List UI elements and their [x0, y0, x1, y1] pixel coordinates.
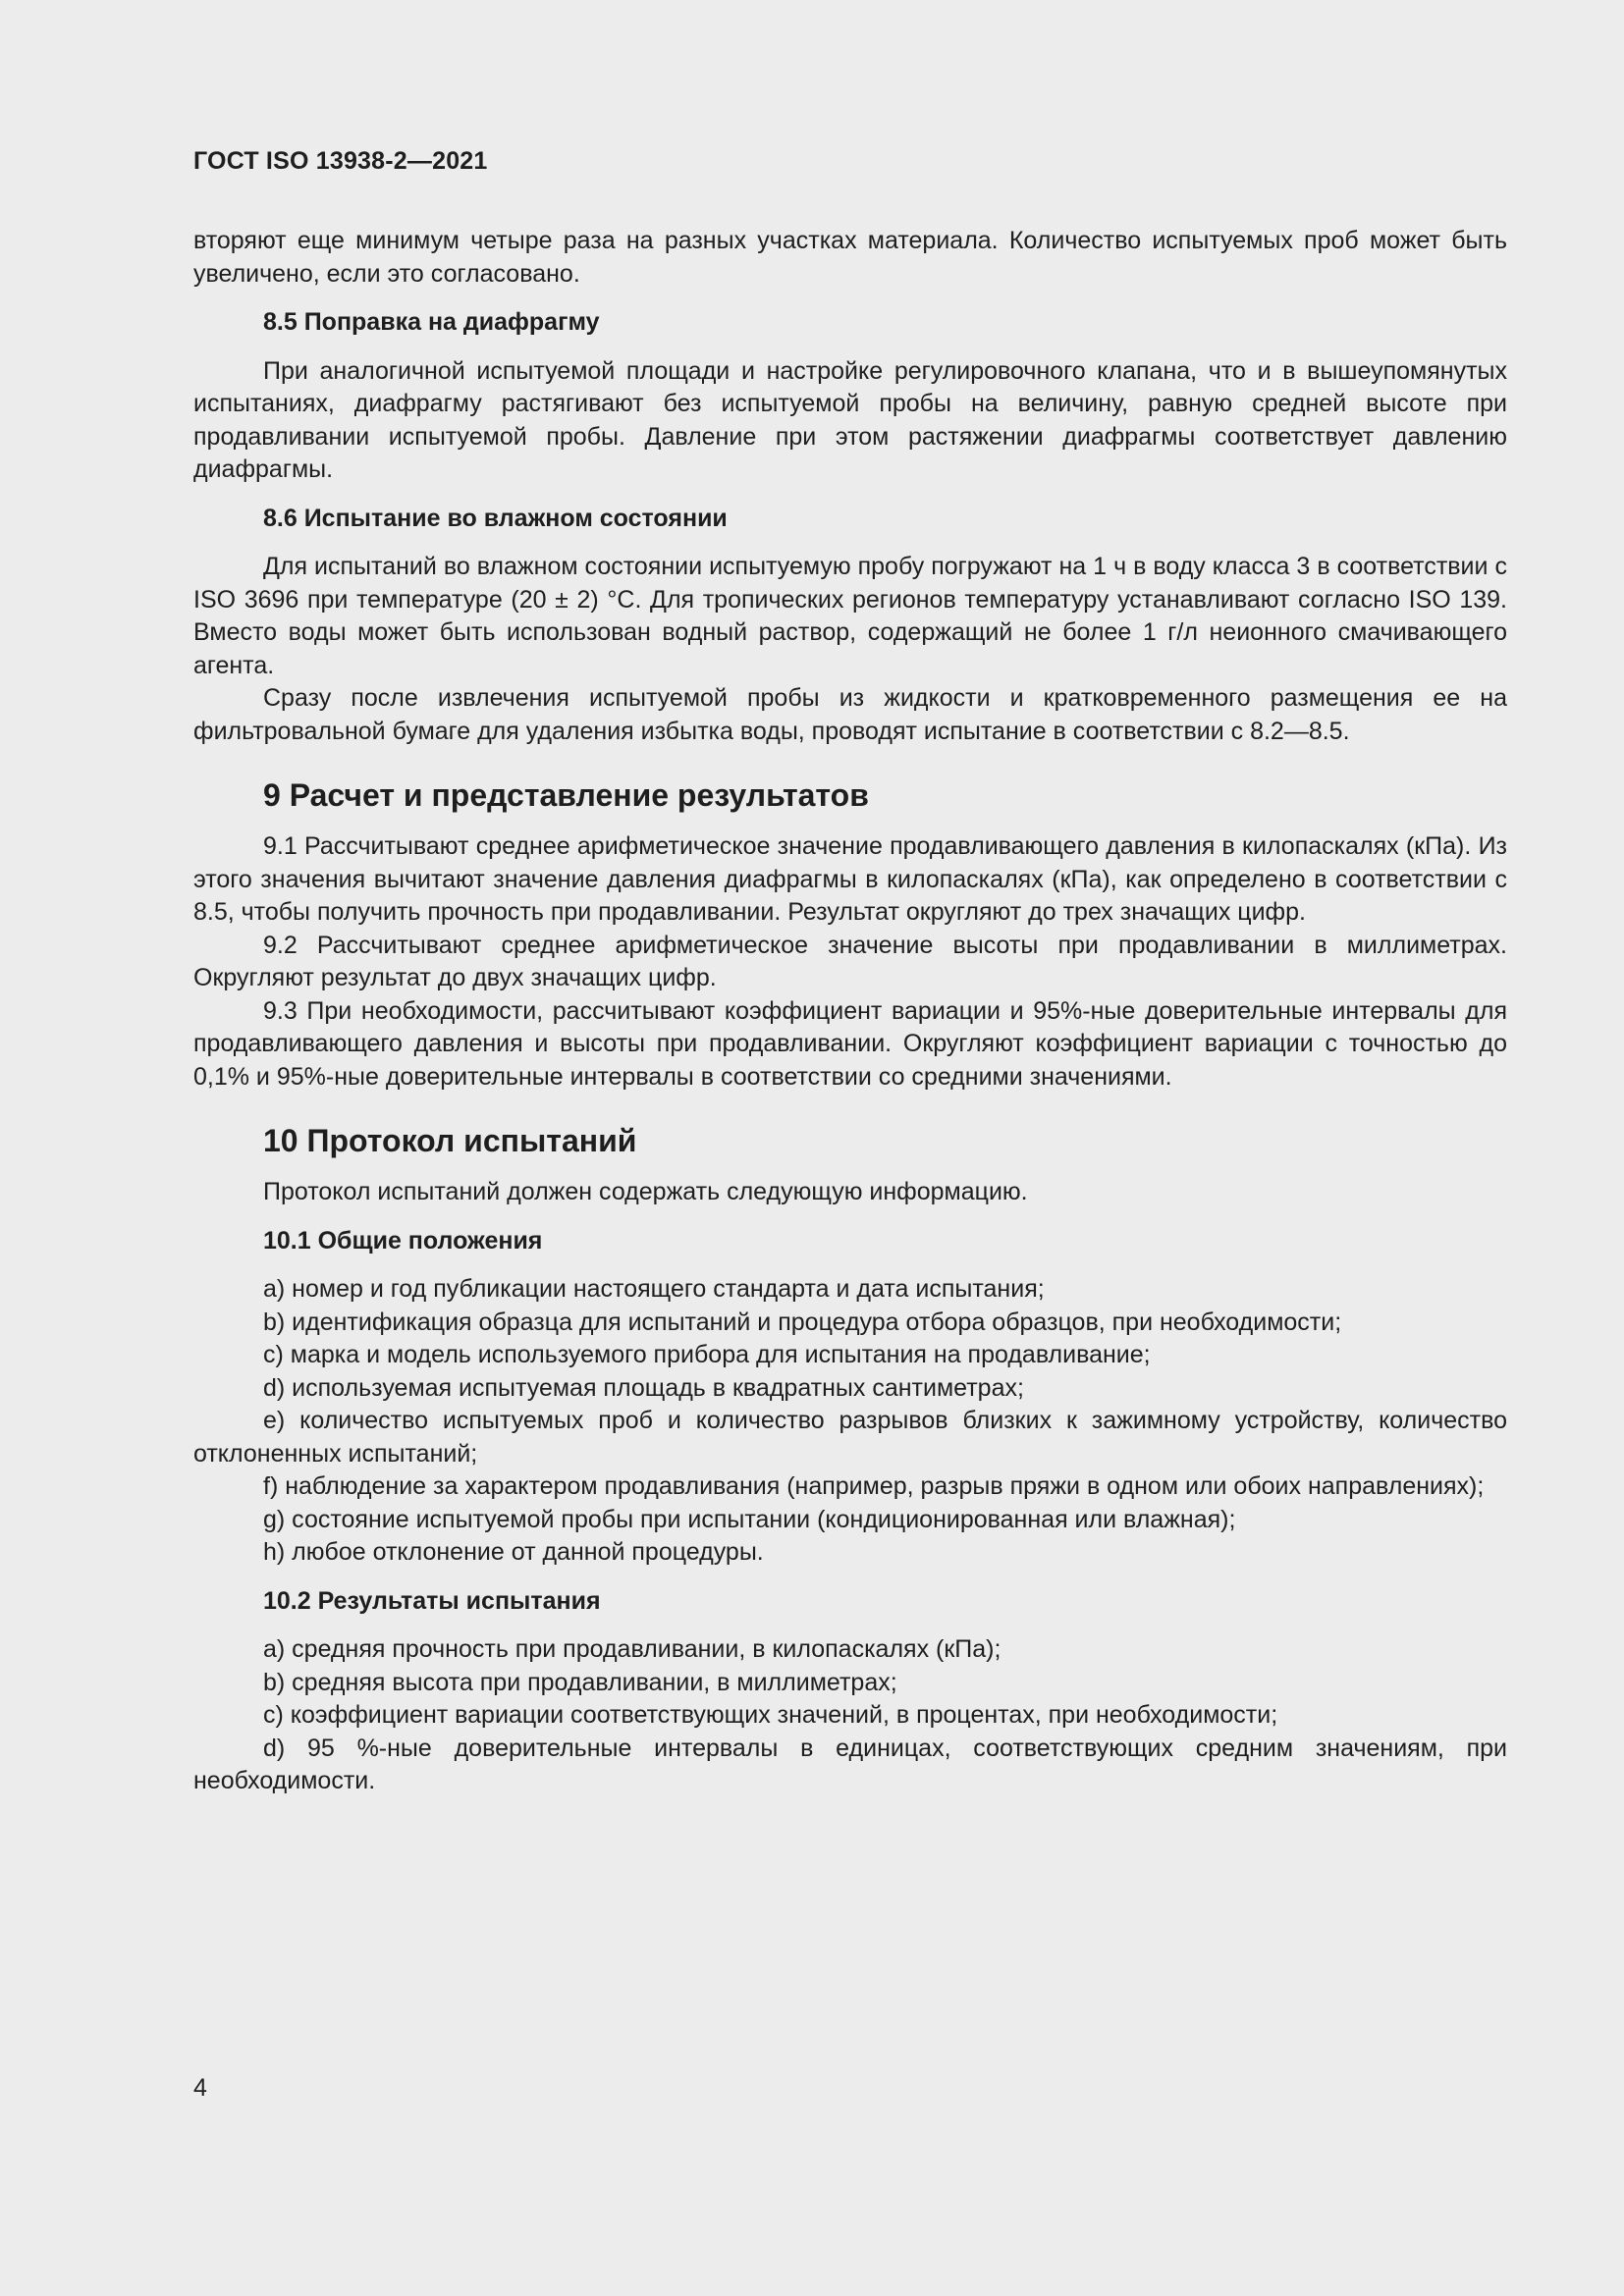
page-number: 4	[193, 2074, 207, 2102]
list-item: g) состояние испытуемой пробы при испытании (кондиционированная или влажная);	[263, 1505, 1236, 1533]
paragraph-8-6-1: Для испытаний во влажном состоянии испытуемую пробу погружают на 1 ч в воду класса 3 в соответствии с ISO 3696 при температуре (20 ± 2) °С. Для тропических регионов температуру устанавливают согласно ISO 139. Вместо воды может быть использован водный раствор, содержащий не более 1 г/л неионного смачивающего агента.	[193, 553, 1507, 679]
heading-section-10: 10 Протокол испытаний	[263, 1123, 637, 1158]
intro-paragraph: вторяют еще минимум четыре раза на разных участках материала. Количество испытуемых проб может быть увеличено, если это согласовано.	[193, 227, 1507, 288]
heading-section-9: 9 Расчет и представление результатов	[263, 777, 869, 813]
list-item: а) средняя прочность при продавливании, в килопаскалях (кПа);	[263, 1635, 1001, 1663]
document-header: ГОСТ ISO 13938-2—2021	[193, 147, 488, 175]
list-item: а) номер и год публикации настоящего стандарта и дата испытания;	[263, 1275, 1045, 1303]
list-item: h) любое отклонение от данной процедуры.	[263, 1538, 764, 1566]
heading-8-5: 8.5 Поправка на диафрагму	[263, 308, 600, 336]
paragraph-10-intro: Протокол испытаний должен содержать следующую информацию.	[263, 1178, 1028, 1205]
list-item: d) 95 %-ные доверительные интервалы в единицах, соответствующих средним значениям, при необходимости.	[193, 1734, 1507, 1794]
paragraph-8-5: При аналогичной испытуемой площади и настройке регулировочного клапана, что и в вышеупомянутых испытаниях, диафрагму растягивают без испытуемой пробы на величину, равную средней высоте при продавливании испытуемой пробы. Давление при этом растяжении диафрагмы соответствует давлению диафрагмы.	[193, 356, 1507, 483]
document-body	[193, 225, 1507, 1798]
heading-10-2: 10.2 Результаты испытания	[263, 1586, 601, 1615]
list-item: с) марка и модель используемого прибора для испытания на продавливание;	[263, 1341, 1151, 1368]
list-item: d) используемая испытуемая площадь в квадратных сантиметрах;	[263, 1373, 1024, 1402]
list-item: b) идентификация образца для испытаний и процедура отбора образцов, при необходимости;	[263, 1308, 1342, 1336]
list-item: f) наблюдение за характером продавливания (например, разрыв пряжи в одном или обоих направлениях);	[263, 1472, 1485, 1500]
heading-10-1: 10.1 Общие положения	[263, 1226, 543, 1255]
paragraph-9-1: 9.1 Рассчитывают среднее арифметическое значение продавливающего давления в килопаскалях (кПа). Из этого значения вычитают значение давления диафрагмы в килопаскалях (кПа), как определено в соответствии с 8.5, чтобы получить прочность при продавливании. Результат округляют до трех значащих цифр.	[193, 832, 1507, 926]
paragraph-9-2: 9.2 Рассчитывают среднее арифметическое значение высоты при продавливании в миллиметрах. Округляют результат до двух значащих цифр.	[193, 931, 1507, 991]
paragraph-8-6-2: Сразу после извлечения испытуемой пробы из жидкости и кратковременного размещения ее на фильтровальной бумаге для удаления избытка воды, проводят испытание в соответствии с 8.2—8.5.	[193, 684, 1507, 745]
heading-8-6: 8.6 Испытание во влажном состоянии	[263, 504, 728, 532]
list-item: с) коэффициент вариации соответствующих значений, в процентах, при необходимости;	[263, 1701, 1278, 1729]
list-item: е) количество испытуемых проб и количество разрывов близких к зажимному устройству, количество отклоненных испытаний;	[193, 1407, 1507, 1468]
list-item: b) средняя высота при продавливании, в миллиметрах;	[263, 1668, 897, 1696]
list-10-2	[193, 1633, 1507, 1798]
paragraph-9-3: 9.3 При необходимости, рассчитывают коэффициент вариации и 95%-ные доверительные интервалы для продавливающего давления и высоты при продавливании. Округляют коэффициент вариации с точностью до 0,1% и 95%-ные доверительные интервалы в соответствии со средними значениями.	[193, 996, 1507, 1091]
list-10-1	[193, 1273, 1507, 1570]
